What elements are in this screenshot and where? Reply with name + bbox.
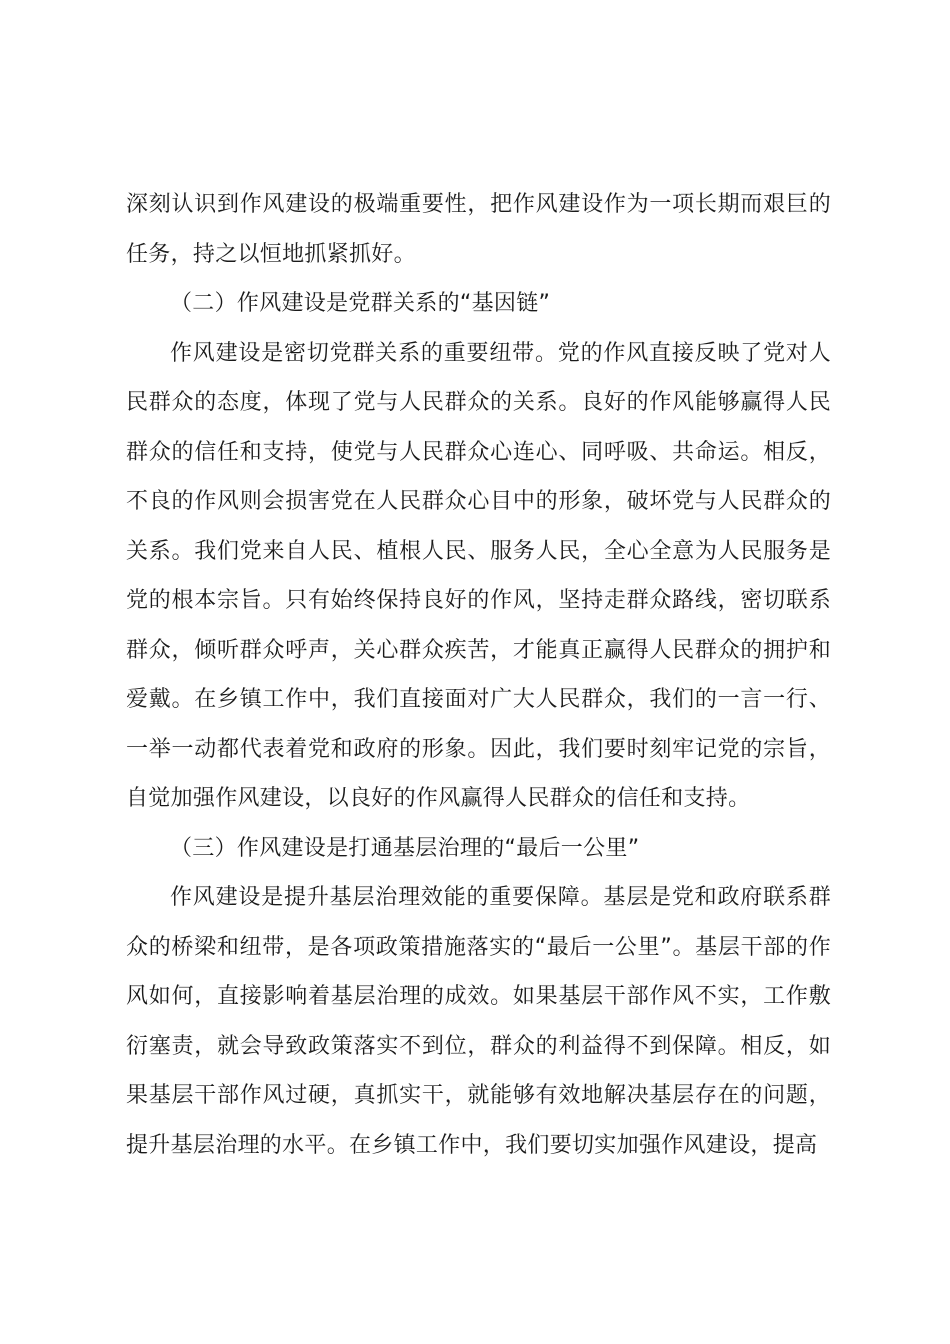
section-heading-3: （三）作风建设是打通基层治理的“最后一公里” — [170, 835, 640, 861]
paragraph-continued: 深刻认识到作风建设的极端重要性，把作风建设作为一项长期而艰巨的任务，持之以恒地抓紧抓好。 — [126, 192, 831, 267]
paragraph-party-mass-relations: 作风建设是密切党群关系的重要纽带。党的作风直接反映了党对人民群众的态度，体现了党与人民群众的关系。良好的作风能够赢得人民群众的信任和支持，使党与人民群众心连心、同呼吸、共命运。相反，不良的作风则会损害党在人民群众心目中的形象，破坏党与人民群众的关系。我们党来自人民、植根人民、服务人民，全心全意为人民服务是党的根本宗旨。只有始终保持良好的作风，坚持走群众路线，密切联系群众，倾听群众呼声，关心群众疾苦，才能真正赢得人民群众的拥护和爱戴。在乡镇工作中，我们直接面对广大人民群众，我们的一言一行、一举一动都代表着党和政府的形象。因此，我们要时刻牢记党的宗旨，自觉加强作风建设，以良好的作风赢得人民群众的信任和支持。 — [126, 340, 831, 811]
document-body — [126, 180, 831, 1170]
section-heading-2: （二）作风建设是党群关系的“基因链” — [170, 291, 551, 316]
paragraph-grassroots-governance: 作风建设是提升基层治理效能的重要保障。基层是党和政府联系群众的桥梁和纽带，是各项政策措施落实的“最后一公里”。基层干部的作风如何，直接影响着基层治理的成效。如果基层干部作风不实，工作敷衍塞责，就会导致政策落实不到位，群众的利益得不到保障。相反，如果基层干部作风过硬，真抓实干，就能够有效地解决基层存在的问题，提升基层治理的水平。在乡镇工作中，我们要切实加强作风建设，提高 — [126, 885, 831, 1158]
